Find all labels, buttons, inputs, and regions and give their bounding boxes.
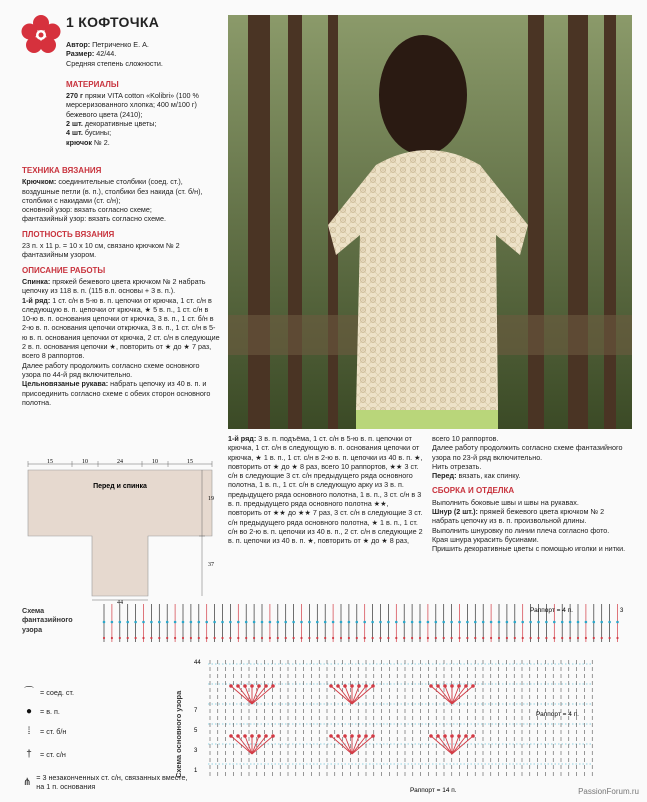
chain-dot [308,637,310,639]
chain-dot [190,637,192,639]
chain-dot [150,621,153,624]
chain-dot [308,621,311,624]
dim-top-2: 10 [82,459,88,465]
chain-dot [553,637,555,639]
legend-item [22,773,192,792]
model-photo [228,15,632,429]
chain-dot [348,637,350,639]
model-photo-illustration [228,15,632,429]
fan-stitch [338,736,352,754]
chain-dot [379,637,381,639]
fan-stitch [452,686,466,704]
chain-dot [245,637,247,639]
legend-item [22,727,192,736]
chain-dot [529,621,532,624]
legend-item [22,750,192,759]
chain-dot [490,637,492,639]
fan-dot [357,734,361,738]
technique-heading: ТЕХНИКА ВЯЗАНИЯ [22,166,102,175]
chain-dot [451,637,453,639]
materials-l4: № 2. [92,137,110,147]
chain-dot [387,637,389,639]
chain-dot [569,621,572,624]
size: 42/44. [96,49,117,59]
chain-dot [561,637,563,639]
col2-p1-bold: 1-й ряд: [228,434,257,443]
fancy-row-number: 3 [620,608,624,614]
legend-item [22,707,192,716]
chain-dot [403,637,405,639]
chain-dot [229,637,231,639]
desc-p2: 1 ст. с/н в 5-ю в. п. цепочки от крючка, 1 ст. с/н в следующую в. п. цепочки от крючка, ★ 5 в. п., 1 ст. с/н в 10-ю в. п. основания цепочки от крючка, 3 в. п., 1 ст. б/н в 2-ю в. п. основания цепочки открючка, 3 в. п., 1 ст. с/н в 5-ю в. п. основания цепочки от крючка, 2 ст. с/н в следующие 2 в. п. основания цепочки ★, повторить от ★ до ★ 7 раз, всего 8 раппортов. [22,295,220,361]
fan-dot [264,684,268,688]
chain-dot [182,621,185,624]
fan-dot [229,734,233,738]
chain-dot [174,621,177,624]
fan-dot [343,684,347,688]
chain-dot [466,621,469,624]
chain-dot [356,621,359,624]
main-row-1: 1 [194,768,198,774]
fan-dot [450,684,454,688]
meta-block [66,40,221,147]
garment-pattern-diagram [20,458,220,604]
chain-dot [134,621,137,624]
fan-dot [250,734,254,738]
fan-dot [357,684,361,688]
col2-p1: 3 в. п. подъёма, 1 ст. с/н в 5-ю в. п. цепочки от крючка, 1 ст. с/н в следующую в. п. основания цепочки от крючка, ★ 1 в. п., 1 ст. с/н в 2-ю в. п. цепочки из 40 в. п. ★, повторить от ★ до ★ 8 раз, всего 10 раппортов, ★★ 3 ст. с/н в следующие 3 ст. с/н предыдущего ряда основного полотна, 1 в. п., 1 ст. с/н в следующую арку из 3 в. п. предыдущего ряда основного полотна, 1 в. п., 3 ст. с/н в 3 в. п. предыдущего ряда основного полотна ★★, повторить от ★★ до ★★ 7 раз, 3 ст. с/н в следующие 3 ст. с/н предыдущего ряда основного полотна, ★ 1 в. п., 1 ст. с/н во 2-ю в. п. цепочки из 40 в. п., 2 ст. с/н в следующие 2 в. п. цепочки из 40 в. п. ★, повторить от ★ до ★ 8 раз, [228,434,423,546]
chain-dot [126,621,129,624]
description-heading: ОПИСАНИЕ РАБОТЫ [22,265,106,275]
chain-dot [206,637,208,639]
chain-dot [150,637,152,639]
main-row-top: 44 [194,660,201,666]
chain-dot [324,637,326,639]
chain-dot [277,637,279,639]
chain-dot [332,637,334,639]
dim-top-5: 15 [187,459,193,465]
dim-side-2: 37 [208,562,214,568]
chain-dot [395,637,397,639]
chain-dot [545,621,548,624]
desc-p1: пряжей бежевого цвета крючком № 2 набрать цепочку из 118 в. п. (115 в.п. основы + 3 в. п.). [22,276,206,296]
col3-p0: всего 10 раппортов. [432,434,499,443]
chain-dot [261,637,263,639]
chain-dot [514,621,517,624]
materials-l3-bold: 4 шт. [66,128,83,138]
chain-dot [506,637,508,639]
chain-dot [443,637,445,639]
legend-item [22,688,192,697]
assembly-a5: Пришить декоративные цветы с помощью иголки и нитки. [432,544,626,554]
technique-p2: основной узор: вязать согласно схеме; [22,205,152,215]
chain-dot [474,637,476,639]
chain-dot [569,637,571,639]
chain-dot [253,621,256,624]
chain-dot [466,637,468,639]
fan-dot [457,684,461,688]
fan-dot [464,734,468,738]
chain-dot [419,637,421,639]
col3-p1: Далее работу продолжить согласно схеме фантазийного узора по 23-й ряд включительно. [432,443,623,462]
chain-dot [103,637,105,639]
chain-dot [585,637,587,639]
desc-p4: набрать цепочку из 40 в. п. и присоединить согласно схеме с обеих сторон основного полотна. [22,379,211,407]
chain-dot [348,621,351,624]
desc-p1-bold: Спинка: [22,276,51,286]
dim-top-1: 15 [47,459,53,465]
technique-p1: соединительные столбики (соед. ст.), воздушные петли (в. п.), столбики без накида (ст. б/н), столбики с накидами (ст. с/н); [22,177,203,205]
chain-dot [111,621,114,624]
chain-dot [482,637,484,639]
chain-dot [387,621,390,624]
fan-dot [336,734,340,738]
chain-dot [427,621,430,624]
materials-l1-bold: 270 г [66,91,83,101]
chain-dot [616,621,619,624]
fan-dot [364,684,368,688]
chain-dot [593,621,596,624]
chain-dot [324,621,327,624]
desc-p2-bold: 1-й ряд: [22,295,51,305]
fan-dot [329,684,333,688]
instructions-block [22,160,220,407]
fan-dot [436,734,440,738]
legend-slip-stitch-icon: ⌒ [24,687,34,698]
legend-double-crochet-icon: † [26,748,32,760]
fan-dot [236,734,240,738]
chain-dot [506,621,509,624]
chain-dot [411,637,413,639]
chain-dot [371,621,374,624]
fan-dot [464,684,468,688]
chain-dot [103,621,106,624]
chain-dot [142,637,144,639]
fan-dot [336,684,340,688]
main-row-3: 3 [194,748,198,754]
chain-dot [593,637,595,639]
main-rapport-side: Раппорт = 4 п. [536,711,579,718]
fan-dot [264,734,268,738]
fan-dot [471,684,475,688]
fan-stitch [338,686,352,704]
density-text: 23 п. х 11 р. = 10 х 10 см, связано крючком № 2 фантазийным узором. [22,241,180,260]
chain-dot [269,621,272,624]
technique-p3: фантазийный узор: вязать согласно схеме. [22,214,166,224]
chain-dot [364,637,366,639]
chain-dot [340,637,342,639]
fan-stitch [352,686,366,704]
fan-stitch [452,736,466,754]
fan-dot [329,734,333,738]
chain-dot [135,637,137,639]
legend-text: = ст. с/н [40,749,66,759]
fan-dot [271,684,275,688]
col3-p3: вязать, как спинку. [456,471,521,481]
materials-l1: пряжи VITA cotton «Kolibri» (100 % мерсеризованного хлопка; 400 м/100 г) бежевого цвета (2410); [66,91,199,119]
fan-dot [250,684,254,688]
chain-dot [174,637,176,639]
chain-dot [458,637,460,639]
chain-dot [205,621,208,624]
chain-dot [166,621,169,624]
chain-dot [616,637,618,639]
fancy-rapport: Раппорт = 4 п. [530,607,573,614]
chain-dot [198,621,201,624]
chain-dot [316,621,319,624]
chain-dot [561,621,564,624]
author: Петриченко Е. А. [92,40,149,49]
chain-dot [237,621,240,624]
fan-dot [429,734,433,738]
legend-cluster-icon: ⋔ [22,776,32,788]
diagram-label: Перед и спинка [93,483,147,490]
legend-text: = соед. ст. [40,688,74,697]
fan-stitch [238,686,252,704]
fan-dot [443,734,447,738]
chain-dot [300,637,302,639]
main-row-5: 5 [194,728,198,734]
assembly-instructions [432,434,629,554]
fan-dot [429,684,433,688]
fan-dot [343,734,347,738]
assembly-a2-bold: Шнур (2 шт.): [432,507,478,517]
chain-dot [419,621,422,624]
chain-dot [229,621,232,624]
chain-dot [577,621,580,624]
chain-dot [482,621,485,624]
chain-dot [403,621,406,624]
chain-dot [237,637,239,639]
fan-stitch [252,736,266,754]
fan-dot [450,734,454,738]
chain-dot [292,621,295,624]
chain-dot [521,621,524,624]
dim-top-3: 24 [117,459,123,465]
chain-dot [577,637,579,639]
chain-dot [142,621,145,624]
chain-dot [498,637,500,639]
chain-dot [127,637,129,639]
assembly-heading: СБОРКА И ОТДЕЛКА [432,486,515,496]
size-label: Размер: [66,49,95,59]
chain-dot [293,637,295,639]
chain-dot [553,621,556,624]
chain-dot [277,621,280,624]
chain-dot [585,621,588,624]
chain-dot [537,621,540,624]
fan-stitch [352,736,366,754]
difficulty: Средняя степень сложности. [66,58,163,68]
assembly-a1: Выполнить боковые швы и швы на рукавах. [432,497,579,507]
chain-dot [269,637,271,639]
chain-dot [158,637,160,639]
chain-dot [427,637,429,639]
chain-dot [435,621,438,624]
technique-p1-bold: Крючком: [22,177,57,187]
assembly-a4: Края шнура украсить бусинами. [432,534,539,544]
fan-dot [243,684,247,688]
author-label: Автор: [66,40,91,49]
fan-stitch [238,736,252,754]
chain-dot [119,637,121,639]
density-heading: ПЛОТНОСТЬ ВЯЗАНИЯ [22,229,115,239]
chain-dot [490,621,493,624]
chain-dot [498,621,501,624]
chain-dot [474,621,477,624]
col3-p3-bold: Перед: [432,471,457,481]
chain-dot [395,621,398,624]
chain-dot [253,637,255,639]
fan-dot [257,734,261,738]
chain-dot [111,637,113,639]
fan-dot [371,734,375,738]
chain-dot [411,621,414,624]
chain-dot [601,637,603,639]
fan-dot [271,734,275,738]
chain-dot [190,621,193,624]
chain-dot [458,621,461,624]
chain-dot [316,637,318,639]
materials-l3: бусины; [82,128,112,138]
chain-dot [522,637,524,639]
fan-dot [236,684,240,688]
materials-heading: МАТЕРИАЛЫ [66,79,119,89]
chain-dot [166,637,168,639]
chain-dot [537,637,539,639]
legend-chain-icon: ● [25,706,33,718]
chain-dot [182,637,184,639]
chain-dot [356,637,358,639]
desc-p4-bold: Цельновязаные рукава: [22,379,109,389]
legend-text: = в. п. [40,707,60,717]
chain-dot [609,637,611,639]
chain-dot [213,621,216,624]
page-title: 1 КОФТОЧКА [66,14,160,30]
legend-single-crochet-icon: ⁞ [27,725,31,737]
fan-stitch [438,686,452,704]
fan-dot [243,734,247,738]
chain-dot [214,637,216,639]
desc-p3: Далее работу продолжить согласно схеме основного узора по 44-й ряд включительно. [22,360,200,379]
fan-dot [371,684,375,688]
fan-dot [364,734,368,738]
chain-dot [379,621,382,624]
fancy-pattern-chart [100,598,630,654]
fan-dot [471,734,475,738]
dim-bottom: 44 [117,600,123,604]
fan-dot [436,684,440,688]
chain-dot [198,637,200,639]
materials-l2-bold: 2 шт. [66,119,83,129]
watermark: PassionForum.ru [578,787,639,796]
chain-dot [285,637,287,639]
chain-dot [158,621,161,624]
fan-stitch [252,686,266,704]
chain-dot [245,621,248,624]
chain-dot [435,637,437,639]
fan-dot [443,684,447,688]
main-rapport: Раппорт = 14 п. [410,787,457,794]
assembly-a3: Выполнить шнуровку по линии плеча согласно фото. [432,525,610,535]
main-pattern-chart [192,656,632,796]
fan-dot [229,684,233,688]
assembly-a2: пряжей бежевого цвета крючком № 2 набрать цепочку из в. п. произвольной длины. [432,507,605,526]
col3-p2: Нить отрезать. [432,461,482,471]
chain-dot [119,621,122,624]
fan-dot [257,684,261,688]
dim-top-4: 10 [152,459,158,465]
materials-l4-bold: крючок [66,137,93,147]
chain-dot [221,621,224,624]
chain-dot [608,621,611,624]
flower-logo-icon [20,14,62,56]
chain-dot [450,621,453,624]
chain-dot [332,621,335,624]
chain-dot [442,621,445,624]
materials-text [66,91,221,147]
chain-dot [372,637,374,639]
fan-dot [350,684,354,688]
fan-stitch [438,736,452,754]
main-chart-label: Схема основного узора [174,690,183,778]
materials-l2: декоративные цветы; [82,119,157,129]
chain-dot [545,637,547,639]
chain-dot [514,637,516,639]
chain-dot [363,621,366,624]
sleeve-instructions [228,434,423,546]
fan-dot [457,734,461,738]
legend-text: = ст. б/н [40,726,67,736]
chain-dot [300,621,303,624]
chain-dot [221,637,223,639]
symbol-legend [22,688,192,802]
dim-side-1: 19 [208,496,214,502]
chain-dot [340,621,343,624]
fancy-chart-label: Схема фантазийного узора [22,606,73,634]
chain-dot [530,637,532,639]
legend-text: = 3 незаконченных ст. с/н, связанных вместе, на 1 п. основания [36,773,188,792]
main-row-7: 7 [194,708,198,714]
chain-dot [261,621,264,624]
fan-dot [350,734,354,738]
chain-dot [600,621,603,624]
chain-dot [284,621,287,624]
